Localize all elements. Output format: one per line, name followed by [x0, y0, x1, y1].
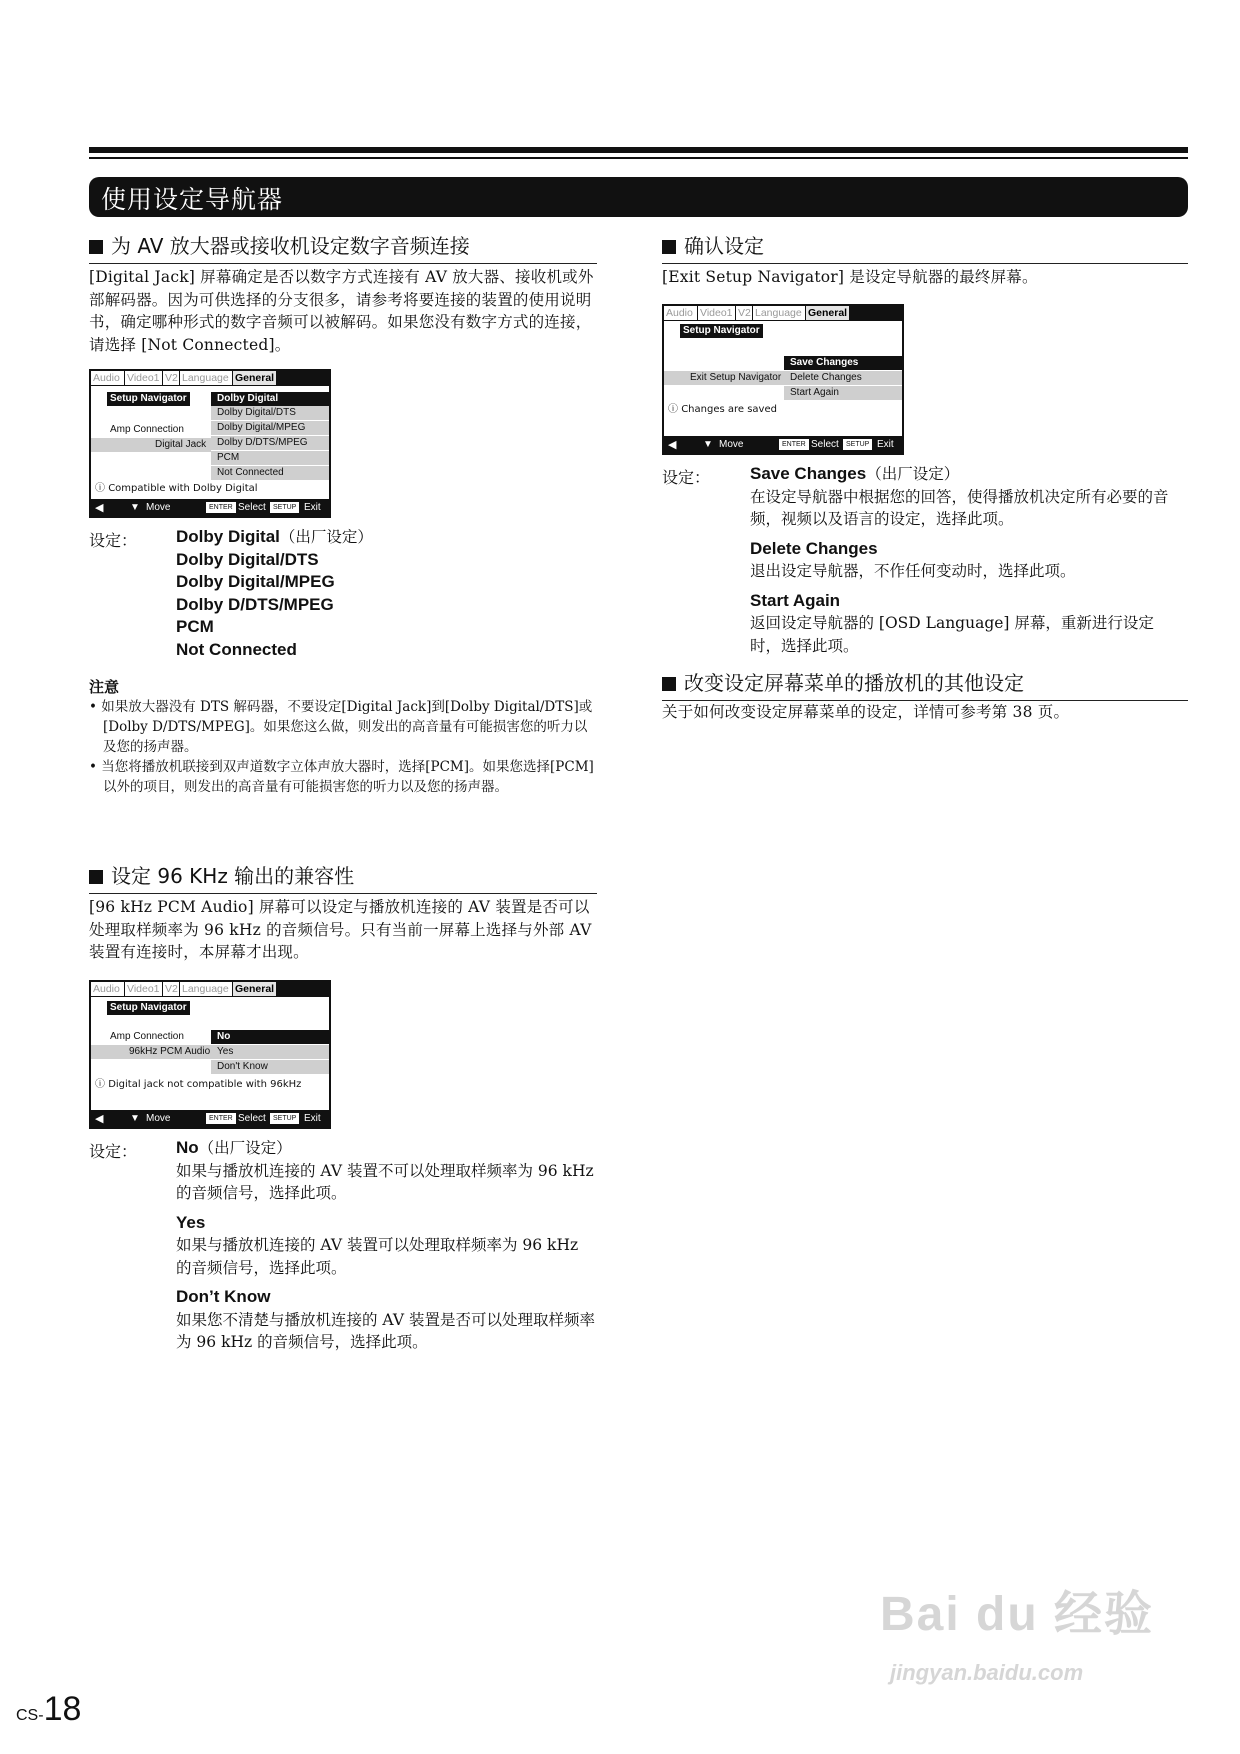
osd-option: Delete Changes [784, 371, 902, 385]
osd-option: Don't Know [211, 1060, 329, 1074]
osd-footer-select: Select [238, 1113, 266, 1124]
osd-body [91, 386, 329, 499]
setting-option: Yes [176, 1212, 206, 1232]
osd-row-label: Amp Connection [110, 1031, 184, 1042]
setting-description: 返回设定导航器的 [OSD Language] 屏幕，重新进行设定时，选择此项。 [750, 614, 1154, 655]
setting-description: 如果您不清楚与播放机连接的 AV 装置是否可以处理取样频率为 96 kHz 的音频信号，选择此项。 [176, 1310, 595, 1351]
osd-info-line [668, 403, 777, 417]
osd-tab-language: Language [180, 371, 233, 385]
osd-option: Dolby Digital/MPEG [211, 421, 329, 435]
setting-option [750, 463, 1170, 486]
osd-row-label: 96kHz PCM Audio [129, 1046, 211, 1057]
osd-screen-exit-navigator [662, 304, 904, 455]
setting-note: （出厂设定） [866, 465, 960, 483]
osd-tabs [663, 305, 903, 321]
note-item: • 当您将播放机联接到双声道数字立体声放大器时，选择[PCM]。如果您选择[PCM]以外的项目，则发出的高音量有可能损害您的听力以及您的扬声器。 [89, 759, 594, 795]
info-icon: ⓘ [95, 1079, 105, 1090]
setting-option: Don’t Know [176, 1287, 271, 1306]
osd-option: Not Connected [211, 466, 329, 480]
osd-tab-video1: Video1 [698, 306, 736, 320]
enter-key-chip: ENTER [779, 439, 809, 450]
section-heading-96k-text: 设定 96 KHz 输出的兼容性 [111, 864, 355, 888]
page-title: 使用设定导航器 [101, 185, 284, 214]
osd-option: Start Again [784, 386, 902, 400]
osd-option: Dolby Digital [211, 392, 329, 406]
osd-tab-v2: V2 [163, 982, 180, 996]
setting-note: （出厂设定） [198, 1139, 292, 1157]
osd-option: No [211, 1030, 329, 1044]
section-96k-intro: [96 kHz PCM Audio] 屏幕可以设定与播放机连接的 AV 装置是否可以处理取样频率为 96 kHz 的音频信号。只有当前一屏幕上选择与外部 AV 装置有连接时，本屏幕才出现。 [89, 898, 592, 961]
setting-option [176, 1137, 596, 1160]
setting-option: Delete Changes [750, 538, 878, 558]
page-title-bar [89, 177, 1188, 217]
section-av-intro: [Digital Jack] 屏幕确定是否以数字方式连接有 AV 放大器、接收机或外部解码器。因为可供选择的分支很多，请参考将要连接的装置的使用说明书，确定哪种形式的数字音频可以被解码。如果您没有数字方式的连接，请选择 [Not Connected]。 [89, 268, 594, 354]
osd-tabs [90, 981, 330, 997]
setting-name: Dolby Digital [176, 527, 280, 546]
osd-tab-v2: V2 [163, 371, 180, 385]
top-rule [89, 147, 1188, 153]
info-icon: ⓘ [668, 404, 678, 415]
osd-tab-general: General [233, 982, 277, 996]
setting-name: No [176, 1138, 199, 1157]
osd-tab-language: Language [180, 982, 233, 996]
enter-key-chip: ENTER [206, 1113, 236, 1124]
enter-key-chip: ENTER [206, 502, 236, 513]
osd-tabs [90, 370, 330, 386]
setup-key-chip: SETUP [270, 1113, 299, 1124]
osd-footer-move: Move [146, 1113, 171, 1124]
osd-tab-general: General [806, 306, 850, 320]
osd-footer [90, 499, 330, 517]
osd-body [664, 321, 902, 436]
section-heading-96k [89, 860, 597, 894]
osd-tab-general: General [233, 371, 277, 385]
osd-tab-v2: V2 [736, 306, 753, 320]
settings-label: 设定： [89, 1142, 138, 1161]
osd-info-line [95, 482, 258, 496]
setting-description: 退出设定导航器，不作任何变动时，选择此项。 [750, 562, 1076, 580]
settings-list-av [176, 526, 596, 661]
settings-label: 设定： [89, 531, 138, 550]
osd-tab-language: Language [753, 306, 806, 320]
osd-tab-video1: Video1 [125, 982, 163, 996]
left-arrow-icon: ◀ [668, 439, 677, 451]
osd-option: Dolby Digital/DTS [211, 406, 329, 420]
osd-screen-digital-jack [89, 369, 331, 518]
osd-row-label: Digital Jack [155, 439, 207, 450]
osd-footer-exit: Exit [304, 1113, 321, 1124]
section-heading-confirm [662, 230, 1188, 264]
left-arrow-icon: ◀ [95, 1113, 104, 1125]
section-heading-other-text: 改变设定屏幕菜单的播放机的其他设定 [684, 671, 1024, 695]
baidu-jingyan-watermark-url: jingyan.baidu.com [890, 1660, 1084, 1685]
osd-setup-navigator-label: Setup Navigator [107, 1001, 190, 1015]
osd-tab-audio: Audio [91, 371, 125, 385]
down-arrow-icon: ▼ [130, 1113, 140, 1124]
info-icon: ⓘ [95, 483, 105, 494]
settings-label: 设定： [662, 468, 711, 487]
osd-setup-navigator-label: Setup Navigator [107, 392, 190, 406]
setting-option: Dolby D/DTS/MPEG [176, 594, 334, 614]
setting-description: 如果与播放机连接的 AV 装置可以处理取样频率为 96 kHz 的音频信号，选择此项。 [176, 1236, 579, 1277]
osd-footer-select: Select [811, 439, 839, 450]
osd-info-text: Compatible with Dolby Digital [108, 483, 258, 494]
osd-footer [90, 1110, 330, 1128]
down-arrow-icon: ▼ [130, 502, 140, 513]
section-heading-confirm-text: 确认设定 [684, 234, 764, 258]
square-bullet-icon [662, 677, 676, 691]
section-other-text: 关于如何改变设定屏幕菜单的设定，详情可参考第 38 页。 [662, 703, 1070, 721]
osd-screen-96khz [89, 980, 331, 1129]
osd-tab-video1: Video1 [125, 371, 163, 385]
osd-body [91, 997, 329, 1110]
settings-list-confirm [750, 463, 1170, 657]
notes-list [89, 697, 597, 797]
setting-option: Dolby Digital/MPEG [176, 572, 335, 591]
notes-title: 注意 [89, 678, 120, 696]
square-bullet-icon [89, 870, 103, 884]
osd-option: Dolby D/DTS/MPEG [211, 436, 329, 450]
setting-option: Not Connected [176, 639, 297, 659]
osd-tab-audio: Audio [664, 306, 698, 320]
left-arrow-icon: ◀ [95, 502, 104, 514]
osd-tab-audio: Audio [91, 982, 125, 996]
note-item: • 如果放大器没有 DTS 解码器，不要设定[Digital Jack]到[Dolby Digital/DTS]或[Dolby D/DTS/MPEG]。如果您这么做，则发出的高音量有可能损害您的听力以及您的扬声器。 [89, 699, 593, 755]
down-arrow-icon: ▼ [703, 439, 713, 450]
osd-info-text: Digital jack not compatible with 96kHz [108, 1079, 302, 1090]
setting-description: 如果与播放机连接的 AV 装置不可以处理取样频率为 96 kHz 的音频信号，选择此项。 [176, 1161, 594, 1202]
setting-note: （出厂设定） [279, 528, 373, 546]
baidu-jingyan-watermark-logo: Bai du 经验 [880, 1588, 1155, 1641]
top-rule-thin [89, 157, 1188, 159]
osd-footer-move: Move [719, 439, 744, 450]
osd-footer [663, 436, 903, 454]
osd-footer-exit: Exit [304, 502, 321, 513]
section-heading-av [89, 230, 597, 264]
square-bullet-icon [662, 240, 676, 254]
osd-setup-navigator-label: Setup Navigator [680, 324, 763, 338]
setup-key-chip: SETUP [843, 439, 872, 450]
osd-footer-move: Move [146, 502, 171, 513]
page-prefix: CS- [16, 1707, 44, 1724]
osd-info-text: Changes are saved [681, 404, 777, 415]
setting-name: Save Changes [750, 464, 867, 483]
osd-row-label: Exit Setup Navigator [690, 372, 782, 383]
section-heading-other [662, 667, 1188, 701]
settings-list-96k [176, 1137, 596, 1354]
setup-key-chip: SETUP [270, 502, 299, 513]
setting-option [176, 526, 596, 549]
osd-option: Save Changes [784, 356, 902, 370]
osd-row-label: Amp Connection [110, 424, 184, 435]
osd-footer-select: Select [238, 502, 266, 513]
section-heading-av-text: 为 AV 放大器或接收机设定数字音频连接 [111, 234, 470, 258]
square-bullet-icon [89, 240, 103, 254]
setting-option: Dolby Digital/DTS [176, 549, 319, 569]
osd-option: Yes [211, 1045, 329, 1059]
setting-option: Start Again [750, 590, 841, 610]
page-number-value: 18 [43, 1690, 82, 1728]
osd-info-line [95, 1078, 301, 1092]
osd-footer-exit: Exit [877, 439, 894, 450]
page-number [16, 1690, 81, 1729]
setting-option: PCM [176, 617, 214, 636]
osd-option: PCM [211, 451, 329, 465]
section-confirm-intro: [Exit Setup Navigator] 是设定导航器的最终屏幕。 [662, 268, 1038, 286]
setting-description: 在设定导航器中根据您的回答，使得播放机决定所有必要的音频，视频以及语言的设定，选择此项。 [750, 487, 1169, 528]
